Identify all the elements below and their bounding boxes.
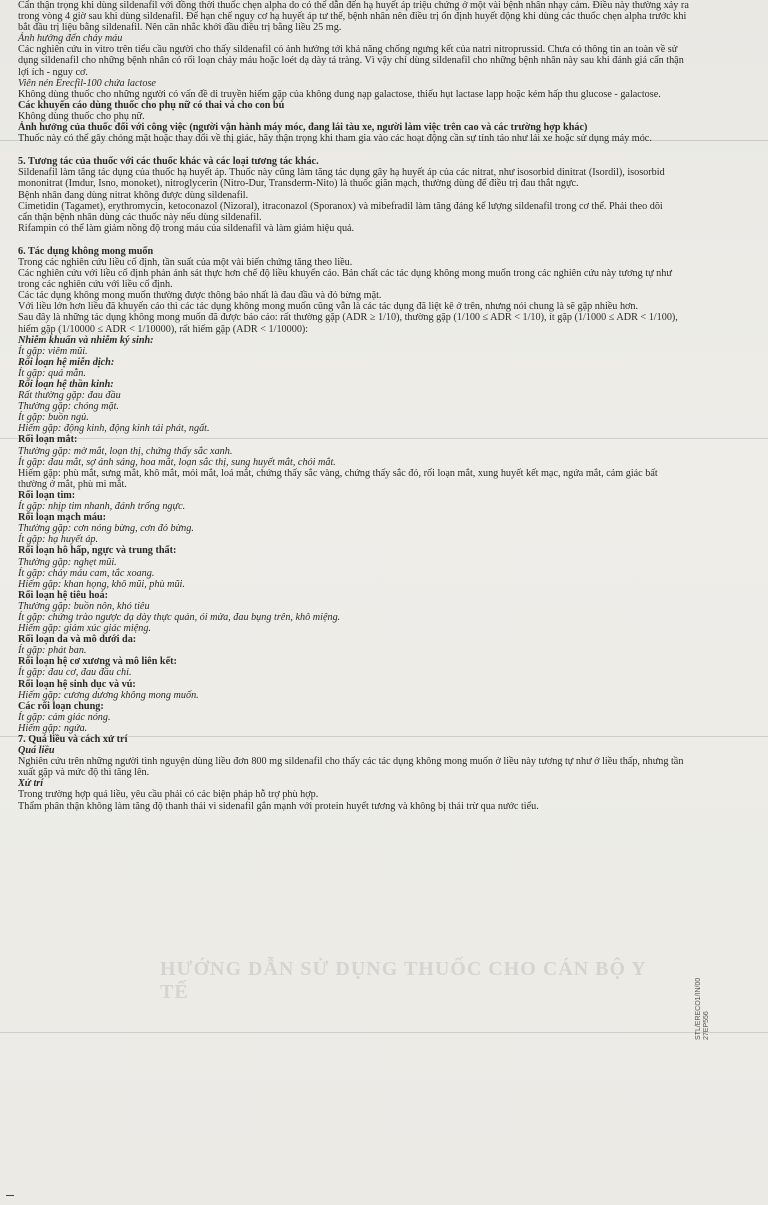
text-line: Rifampin có thể làm giảm nồng độ trong máu của sildenafil và làm giảm hiệu quả.: [18, 222, 355, 234]
effect-line: Thường gặp: buồn nôn, khó tiêu: [18, 600, 150, 612]
category-heading: Rối loạn hệ thần kinh:: [18, 379, 114, 390]
effect-line: Hiếm gặp: ngứa.: [18, 722, 88, 734]
category-heading: Rối loạn mắt:: [18, 434, 78, 446]
text-line: Cimetidin (Tagamet), erythromycin, ketoconazol (Nizoral), itraconazol (Sporanox) và mibefradil làm tăng đáng kể lượng sildenafil trong cơ thể. Phải theo dõi: [18, 200, 663, 212]
effect-line: Ít gặp: đau cơ, đau đầu chi.: [18, 667, 132, 679]
show-through-heading: HƯỚNG DẪN SỬ DỤNG THUỐC CHO CÁN BỘ Y TẾ: [160, 958, 647, 1003]
effect-line: Ít gặp: chứng trào ngược dạ dày thực quản, ói mửa, đau bụng trên, khô miệng.: [18, 611, 341, 623]
effect-line: Thường gặp: mờ mắt, loạn thị, chứng thấy sắc xanh.: [18, 445, 233, 457]
category-heading: Rối loạn hệ miễn dịch:: [18, 356, 115, 368]
effect-line: Ít gặp: buồn ngủ.: [18, 412, 89, 424]
effect-line: Hiếm gặp: động kinh, động kinh tái phát, ngất.: [18, 423, 210, 435]
text-line: Cẩn thận trọng khi dùng sildenafil với đồng thời thuốc chẹn alpha do có thể dẫn đến hạ huyết áp triệu chứng ở một vài bệnh nhân nhạy cảm. Điều này thường xảy ra: [18, 0, 689, 11]
margin-mark: [6, 1195, 14, 1196]
text-line: Sau đây là những tác dụng không mong muốn đã được báo cáo: rất thường gặp (ADR ≥ 1/10), thường gặp (1/100 ≤ ADR < 1/10), ít gặp (1/1000 ≤ ADR < 1/100),: [18, 312, 678, 324]
text-line: lợi ích - nguy cơ.: [18, 66, 88, 78]
text-line: bắt đầu trị liệu bằng sildenafil. Nên cân nhắc khởi đầu điều trị bằng liều 25 mg.: [18, 22, 342, 34]
text-line: Thẩm phân thận không làm tăng độ thanh thải vì sidenafil gắn mạnh với protein huyết tương và không bị thải trừ qua nước tiểu.: [18, 800, 539, 812]
effect-line: Ít gặp: quá mẫn.: [18, 367, 86, 379]
subheading: Quá liều: [18, 745, 55, 757]
effect-line: Thường gặp: chóng mặt.: [18, 401, 119, 413]
effect-line: thường ở mắt, phù mi mắt.: [18, 478, 127, 490]
effect-line: Hiếm gặp: giảm xúc giác miệng.: [18, 623, 151, 635]
text-line: Thuốc này có thể gây chóng mặt hoặc thay đổi về thị giác, hãy thận trọng khi tham gia vào các hoạt động cần sự tỉnh táo như lái xe hoặc sử dụng máy móc.: [18, 133, 652, 145]
text-line: Nghiên cứu trên những người tình nguyện dùng liều đơn 800 mg sildenafil cho thấy các tác dụng không mong muốn ở liều này tương tự như ở liều thấp, nhưng tần: [18, 756, 684, 768]
effect-line: Ít gặp: phát ban.: [18, 645, 87, 657]
text-line: Không dùng thuốc cho phụ nữ.: [18, 110, 145, 122]
section-heading: 7. Quá liều và cách xử trí: [18, 734, 128, 745]
subheading: Viên nén Erecfil-100 chứa lactose: [18, 77, 156, 89]
section-heading: 5. Tương tác của thuốc với các thuốc khác và các loại tương tác khác.: [18, 156, 319, 168]
effect-line: Hiếm gặp: khan họng, khô mũi, phù mũi.: [18, 578, 185, 590]
subheading: Xử trí: [18, 778, 44, 790]
effect-line: Hiếm gặp: phù mắt, sưng mắt, khô mắt, mỏi mắt, loá mắt, chứng thấy sắc vàng, chứng thấy sắc đỏ, rối loạn mắt, xung huyết kết mạc, ngứa mắt, cảm giác bất: [18, 467, 658, 479]
category-heading: Các rối loạn chung:: [18, 700, 104, 712]
effect-line: Thường gặp: nghẹt mũi.: [18, 556, 117, 568]
category-heading: Rối loạn hệ cơ xương và mô liên kết:: [18, 656, 177, 668]
text-line: Trong các nghiên cứu liều cố định, tần suất của một vài biến chứng tăng theo liều.: [18, 256, 353, 268]
category-heading: Rối loạn mạch máu:: [18, 512, 107, 524]
text-line: dụng sildenafil cho những bệnh nhân có rối loạn chảy máu hoặc loét dạ dày tá tràng. Vì vậy chỉ dùng sildenafil cho những bệnh nhân này sau khi đánh giá cẩn thận: [18, 55, 684, 67]
category-heading: Rối loạn hệ tiêu hoá:: [18, 589, 108, 601]
effect-line: Ít gặp: đau mắt, sợ ánh sáng, hoa mắt, loạn sắc thị, sung huyết mắt, chói mắt.: [18, 456, 336, 468]
text-line: Không dùng thuốc cho những người có vấn đề di truyền hiếm gặp của không dung nạp galactose, thiếu hụt lactase lapp hoặc kém hấp thu glucose - galactose.: [18, 88, 661, 100]
text-line: Sildenafil làm tăng tác dụng của thuốc hạ huyết áp. Thuốc này cũng làm tăng tác dụng gây hạ huyết áp của các nitrat, như isosorbid dinitrat (Isordil), isosorbid: [18, 167, 665, 179]
text-line: hiếm gặp (1/10000 ≤ ADR < 1/10000), rất hiếm gặp (ADR < 1/10000):: [18, 323, 309, 335]
category-heading: Rối loạn hệ sinh dục và vú:: [18, 678, 136, 690]
effect-line: Ít gặp: cảm giác nóng.: [18, 711, 111, 723]
effect-line: Hiếm gặp: cương dương không mong muốn.: [18, 689, 199, 701]
effect-line: Ít gặp: viêm mũi.: [18, 345, 88, 357]
print-code: [695, 978, 711, 1040]
text-line: trong các nghiên cứu với liều cố định.: [18, 279, 173, 291]
text-line: xuất gặp và mức độ thì tăng lên.: [18, 767, 150, 779]
category-heading: Rối loạn da và mô dưới da:: [18, 634, 137, 646]
category-heading: Nhiễm khuẩn và nhiễm ký sinh:: [18, 334, 154, 346]
print-code-line: 27EP556: [703, 1011, 710, 1040]
category-heading: Rối loạn tim:: [18, 489, 76, 501]
text-line: Các nghiên cứu với liều cố định phản ánh sát thực hơn chế độ liều khuyến cáo. Bản chất các tác dụng không mong muốn trong các nghiên cứu này tương tự như: [18, 268, 672, 280]
text-line: Các tác dụng không mong muốn thường được thông báo nhất là đau đầu và đỏ bừng mặt.: [18, 290, 382, 302]
print-code-line: STL/ERECO1/IN/00: [695, 977, 702, 1040]
paper-fold: [0, 1032, 768, 1033]
text-line: Bệnh nhân đang dùng nitrat không được dùng sildenafil.: [18, 189, 249, 201]
effect-line: Thường gặp: cơn nóng bừng, cơn đỏ bừng.: [18, 523, 194, 535]
section-heading: 6. Tác dụng không mong muốn: [18, 245, 154, 257]
text-line: trong vòng 4 giờ sau khi dùng sildenafil. Để hạn chế nguy cơ hạ huyết áp tư thế, bệnh nhân nên điều trị ổn định huyết động khi dùng các thuốc chẹn alpha trước khi: [18, 11, 687, 23]
text-line: mononitrat (Imdur, Isno, monoket), nitroglycerin (Nitro-Dur, Transderm-Nito) là thuốc giãn mạch, thường dùng để điều trị đau thắt ngực.: [18, 178, 579, 190]
category-heading: Rối loạn hô hấp, ngực và trung thất:: [18, 545, 177, 557]
text-line: Với liều lớn hơn liều đã khuyến cáo thì các tác dụng không mong muốn cũng vẫn là các tác dụng đã liệt kê ở trên, nhưng nói chung là sẽ gặp nhiều hơn.: [18, 301, 639, 313]
text-line: cẩn thận bệnh nhân dùng các thuốc này nếu dùng sildenafil.: [18, 211, 262, 223]
effect-line: Rất thường gặp: đau đầu: [18, 390, 121, 402]
section-heading: Các khuyến cáo dùng thuốc cho phụ nữ có thai và cho con bú: [18, 99, 285, 111]
subheading: Ảnh hưởng đến chảy máu: [18, 33, 123, 45]
effect-line: Ít gặp: nhịp tim nhanh, đánh trống ngực.: [18, 501, 186, 513]
section-heading: Ảnh hưởng của thuốc đối với công việc (người vận hành máy móc, đang lái tàu xe, người làm việc trên cao và các trường hợp khác): [18, 122, 588, 134]
text-line: Trong trường hợp quá liều, yêu cầu phải có các biện pháp hỗ trợ phù hợp.: [18, 789, 319, 801]
effect-line: Ít gặp: hạ huyết áp.: [18, 534, 99, 546]
text-line: Các nghiên cứu in vitro trên tiểu cầu người cho thấy sildenafil có ảnh hưởng tới khả năng chống ngưng kết của natri nitroprussid. Chưa có thông tin an toàn về sử: [18, 44, 678, 56]
effect-line: Ít gặp: chảy máu cam, tắc xoang.: [18, 567, 155, 579]
leaflet-text: [18, 0, 740, 812]
